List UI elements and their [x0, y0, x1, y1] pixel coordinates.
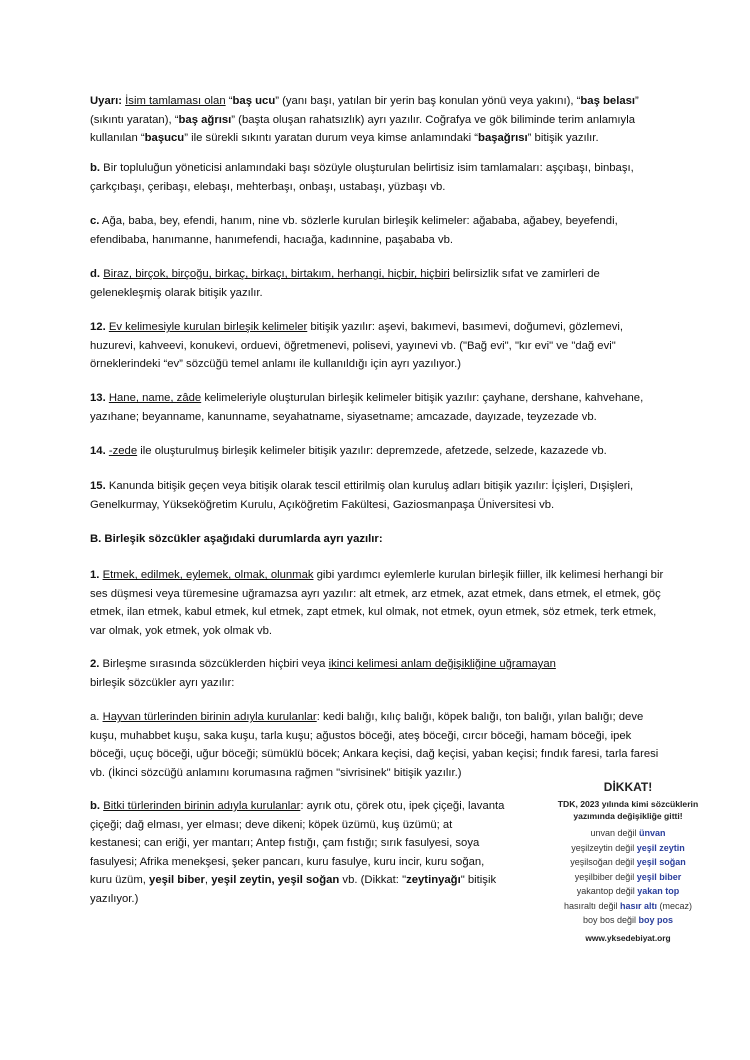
- dikkat-pair: unvan değil ünvan: [590, 828, 666, 838]
- section-b-heading: B. Birleşik sözcükler aşağıdaki durumlarda ayrı yazılır:: [90, 533, 383, 545]
- rule-12-paragraph: 12. Ev kelimesiyle kurulan birleşik kelimeler bitişik yazılır: aşevi, bakımevi, basımevi, doğumevi, gözlemevi, huzurevi, kahveevi, konukevi, orduevi, öğretmenevi, polisevi, yayınevi vb. ("Bağ evi", "kır evi" ve "dağ evi" örneklerindeki “ev” sözcüğü temel anlamı ile kullanıldığı için ayrı yazılıyor.): [90, 321, 624, 370]
- dikkat-infobox: [528, 780, 728, 945]
- dikkat-pair: yakantop değil yakan top: [576, 886, 680, 896]
- dikkat-subtitle: TDK, 2023 yılında kimi sözcüklerin yazımında değişikliğe gitti!: [557, 799, 699, 821]
- item-c-paragraph: c. Ağa, baba, bey, efendi, hanım, nine vb. sözlerle kurulan birleşik kelimeler: ağababa, ağabey, beyefendi, efendibaba, hanımanne, hanımefendi, hacıağa, kadınnine, paşababa vb.: [90, 215, 618, 246]
- dikkat-pair: yeşilzeytin değil yeşil zeytin: [571, 842, 685, 853]
- section-b-item-2: 2. Birleşme sırasında sözcüklerden hiçbiri veya ikinci kelimesi anlam değişikliğine uğramayan birleşik sözcükler ayrı yazılır:: [90, 658, 556, 689]
- item-b-paragraph: b. Bir topluluğun yöneticisi anlamındaki başı sözüyle oluşturulan belirtisiz isim tamlamaları: aşçıbaşı, binbaşı, çarkçıbaşı, çeribaşı, elebaşı, mehterbaşı, onbaşı, ustabaşı, yüzbaşı vb.: [90, 162, 634, 193]
- site-url: www.yksedebiyat.org: [585, 932, 671, 943]
- section-b-item-a: a. Hayvan türlerinden birinin adıyla kurulanlar: kedi balığı, kılıç balığı, köpek balığı, ton balığı, yılan balığı; deve kuşu, muhabbet kuşu, saka kuşu, tarla kuşu; ağustos böceği, ateş böceği, cırcır böceği, hamam böceği, ipek böceği, uçuç böceği, uğur böceği; sümüklü böcek; Ankara keçisi, dağ keçisi, yaban keçisi; fındık faresi, tarla faresi vb. (İkinci sözcüğü anlamını korumasına rağmen "sivrisinek" bitişik yazılır.): [90, 711, 659, 779]
- uyari-term: İsim tamlaması olan: [125, 95, 226, 107]
- section-b-item-1: 1. Etmek, edilmek, eylemek, olmak, olunmak gibi yardımcı eylemlerle kurulan birleşik fiiller, ilk kelimesi herhangi bir ses düşmesi veya türemesine uğramazsa ayrı yazılır: alt etmek, arz etmek, azat etmek, dans etmek, el etmek, göç etmek, ilan etmek, kabul etmek, kul etmek, zapt etmek, kul olmak, not etmek, oyun etmek, söz etmek, terk etmek, var olmak, yok etmek, yok olmak vb.: [90, 569, 664, 637]
- dikkat-pair: yeşilsoğan değil yeşil soğan: [570, 857, 686, 867]
- dikkat-pair: hasıraltı değil hasır altı (mecaz): [563, 900, 693, 911]
- uyari-label: Uyarı:: [90, 95, 123, 107]
- item-d-paragraph: d. Biraz, birçok, birçoğu, birkaç, birkaçı, birtakım, herhangi, hiçbir, hiçbiri belirsizlik sıfat ve zamirleri de gelenekleşmiş olarak bitişik yazılır.: [90, 268, 600, 299]
- uyari-paragraph: Uyarı: İsim tamlaması olan “baş ucu” (yanı başı, yatılan bir yerin baş konulan yönü veya yakını), “baş belası” (sıkıntı yaratan), “baş ağrısı” (başta oluşan rahatsızlık) ayrı yazılır. Coğrafya ve gök biliminde terim anlamıyla kullanılan “başucu” ile sürekli sıkıntı yaratan durum veya kimse anlamındaki “başağrısı” bitişik yazılır.: [90, 95, 639, 144]
- dikkat-title: DİKKAT!: [603, 780, 653, 794]
- section-b-item-b: b. Bitki türlerinden birinin adıyla kurulanlar: ayrık otu, çörek otu, ipek çiçeği, lavanta çiçeği; dağ elması, yer elması; deve dikeni; köpek üzümü, kuş üzümü; at kestanesi; can eriği, yer mantarı; Antep fıstığı, çam fıstığı; sırık fasulyesi, soya fasulyesi; Afrika menekşesi, şeker pancarı, kuru fasulye, kuru incir, kuru soğan, kuru üzüm, yeşil biber, yeşil zeytin, yeşil soğan vb. (Dikkat: "zeytinyağı" bitişik yazılıyor.): [90, 800, 505, 905]
- dikkat-pair: yeşilbiber değil yeşil biber: [574, 871, 682, 882]
- rule-13-paragraph: 13. Hane, name, zâde kelimeleriyle oluşturulan birleşik kelimeler bitişik yazılır: çayhane, dershane, kahvehane, yazıhane; beyanname, kanunname, seyahatname, siyasetname; amcazade, dayızade, teyzezade vb.: [90, 392, 644, 423]
- rule-15-paragraph: 15. Kanunda bitişik geçen veya bitişik olarak tescil ettirilmiş olan kuruluş adları bitişik yazılır: İçişleri, Dışişleri, Genelkurmay, Yükseköğretim Kurulu, Açıköğretim Fakültesi, Gaziosmanpaşa Üniversitesi vb.: [90, 480, 634, 511]
- rule-14-paragraph: 14. -zede ile oluşturulmuş birleşik kelimeler bitişik yazılır: depremzede, afetzede, selzede, kazazede vb.: [90, 445, 607, 457]
- dikkat-pair: boy bos değil boy pos: [582, 915, 674, 925]
